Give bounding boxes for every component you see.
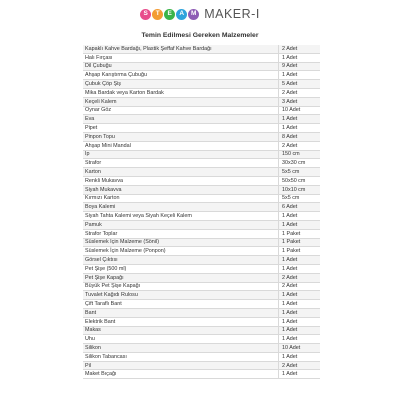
table-row <box>83 283 320 292</box>
material-quantity: 1 Adet <box>282 265 298 272</box>
table-row <box>83 256 320 265</box>
material-quantity: 1 Adet <box>282 318 298 325</box>
table-row <box>83 45 320 54</box>
material-quantity: 10 Adet <box>282 107 301 114</box>
table-row <box>83 54 320 63</box>
table-row <box>83 370 320 379</box>
material-quantity: 1 Adet <box>282 327 298 334</box>
table-row <box>83 195 320 204</box>
material-quantity: 1 Adet <box>282 301 298 307</box>
material-name: Maket Bıçağı <box>83 370 279 378</box>
table-row <box>83 124 320 133</box>
brand-header <box>0 4 400 24</box>
material-quantity: 1 Adet <box>282 125 298 132</box>
material-name: Keçeli Kalem <box>83 98 279 106</box>
material-name: Mika Bardak veya Karton Bardak <box>83 89 279 97</box>
material-name: Pet Şişe Kapağı <box>83 274 279 282</box>
material-name: Tuvalet Kağıdı Rulosu <box>83 291 279 299</box>
table-row <box>83 247 320 256</box>
table-row <box>83 98 320 107</box>
material-quantity: 8 Adet <box>282 133 298 140</box>
table-row <box>83 265 320 274</box>
material-name: Çift Taraflı Bant <box>83 300 279 308</box>
material-quantity: 5x5 cm <box>282 169 300 176</box>
material-name: Karton <box>83 168 279 176</box>
table-row <box>83 274 320 283</box>
material-quantity: 1 Adet <box>282 54 298 61</box>
material-name: Silikon Tabancası <box>83 353 279 361</box>
material-name: Pipet <box>83 124 279 132</box>
material-name: Pamuk <box>83 221 279 229</box>
material-name: Boya Kalemi <box>83 203 279 211</box>
material-name: Halı Fırçası <box>83 54 279 62</box>
logo-wordmark: MAKER-I <box>204 7 260 21</box>
material-quantity: 1 Adet <box>282 72 298 79</box>
material-quantity: 10 Adet <box>282 344 301 351</box>
table-row <box>83 239 320 248</box>
material-name: Pil <box>83 362 279 370</box>
material-quantity: 2 Adet <box>282 142 298 149</box>
table-row <box>83 107 320 116</box>
table-row <box>83 327 320 336</box>
logo-letter: E <box>164 9 175 20</box>
material-name: Süslemek İçin Malzeme (Ponpon) <box>83 247 279 255</box>
material-quantity: 30x30 cm <box>282 160 306 167</box>
table-row <box>83 168 320 177</box>
table-row <box>83 133 320 142</box>
material-name: Elektrik Bant <box>83 318 279 326</box>
material-quantity: 1 Paket <box>282 239 301 246</box>
material-name: Çubuk Çöp Şiş <box>83 80 279 88</box>
material-quantity: 5x5 cm <box>282 195 300 202</box>
logo-letter: M <box>188 9 199 20</box>
table-row <box>83 151 320 160</box>
table-row <box>83 115 320 124</box>
material-name: Ahşap Karıştırma Çubuğu <box>83 71 279 79</box>
table-row <box>83 142 320 151</box>
table-row <box>83 89 320 98</box>
material-quantity: 1 Adet <box>282 309 298 316</box>
material-quantity: 50x50 cm <box>282 177 306 184</box>
table-row <box>83 353 320 362</box>
material-quantity: 1 Paket <box>282 230 301 237</box>
material-name: Görsel Çıktısı <box>83 256 279 264</box>
material-name: Makas <box>83 327 279 335</box>
table-row <box>83 221 320 230</box>
table-row <box>83 159 320 168</box>
table-row <box>83 300 320 309</box>
material-quantity: 150 cm <box>282 151 300 158</box>
material-name: Ahşap Mini Mandal <box>83 142 279 150</box>
logo-letter: T <box>152 9 163 20</box>
material-name: Bant <box>83 309 279 317</box>
table-row <box>83 186 320 195</box>
material-quantity: 1 Adet <box>282 371 298 378</box>
material-quantity: 2 Adet <box>282 362 298 369</box>
material-name: Siyah Tahta Kalemi veya Siyah Keçeli Kalem <box>83 212 279 220</box>
material-quantity: 2 Adet <box>282 45 298 52</box>
material-name: Pet Şişe (500 ml) <box>83 265 279 273</box>
material-quantity: 6 Adet <box>282 204 298 211</box>
material-name: Renkli Mukavva <box>83 177 279 185</box>
material-quantity: 1 Adet <box>282 292 298 299</box>
material-quantity: 5 Adet <box>282 81 298 88</box>
table-row <box>83 63 320 72</box>
table-row <box>83 80 320 89</box>
material-name: İp <box>83 151 279 159</box>
table-row <box>83 177 320 186</box>
material-name: Oynar Göz <box>83 107 279 115</box>
material-quantity: 1 Adet <box>282 221 298 228</box>
logo-letter: S <box>140 9 151 20</box>
material-quantity: 9 Adet <box>282 63 298 70</box>
material-quantity: 1 Adet <box>282 336 298 343</box>
material-name: Eva <box>83 115 279 123</box>
material-name: Uhu <box>83 335 279 343</box>
material-quantity: 1 Adet <box>282 257 298 264</box>
table-row <box>83 203 320 212</box>
material-name: Pinpon Topu <box>83 133 279 141</box>
table-row <box>83 309 320 318</box>
material-name: Süslemek İçin Malzeme (Sönil) <box>83 239 279 247</box>
table-row <box>83 71 320 80</box>
table-row <box>83 291 320 300</box>
logo-letter: A <box>176 9 187 20</box>
material-name: Siyah Mukavva <box>83 186 279 194</box>
material-name: Dil Çubuğu <box>83 63 279 71</box>
table-row <box>83 335 320 344</box>
table-row <box>83 318 320 327</box>
table-row <box>83 230 320 239</box>
material-quantity: 2 Adet <box>282 283 298 290</box>
material-name: Silikon <box>83 344 279 352</box>
table-row <box>83 362 320 371</box>
materials-table <box>83 45 320 379</box>
material-quantity: 1 Adet <box>282 116 298 123</box>
steam-logo <box>140 9 199 20</box>
material-name: Kırmızı Karton <box>83 195 279 203</box>
table-row <box>83 212 320 221</box>
material-quantity: 1 Adet <box>282 213 298 220</box>
material-quantity: 10x10 cm <box>282 186 306 193</box>
page-title: Temin Edilmesi Gereken Malzemeler <box>141 32 259 39</box>
material-quantity: 3 Adet <box>282 98 298 105</box>
material-name: Strafor <box>83 159 279 167</box>
material-quantity: 2 Adet <box>282 89 298 96</box>
material-quantity: 2 Adet <box>282 274 298 281</box>
material-quantity: 1 Paket <box>282 248 301 255</box>
material-quantity: 1 Adet <box>282 353 298 360</box>
table-row <box>83 344 320 353</box>
material-name: Büyük Pet Şişe Kapağı <box>83 283 279 291</box>
material-name: Strafor Toplar <box>83 230 279 238</box>
material-name: Kapaklı Kahve Bardağı, Plastik Şeffaf Kahve Bardağı <box>83 45 279 53</box>
